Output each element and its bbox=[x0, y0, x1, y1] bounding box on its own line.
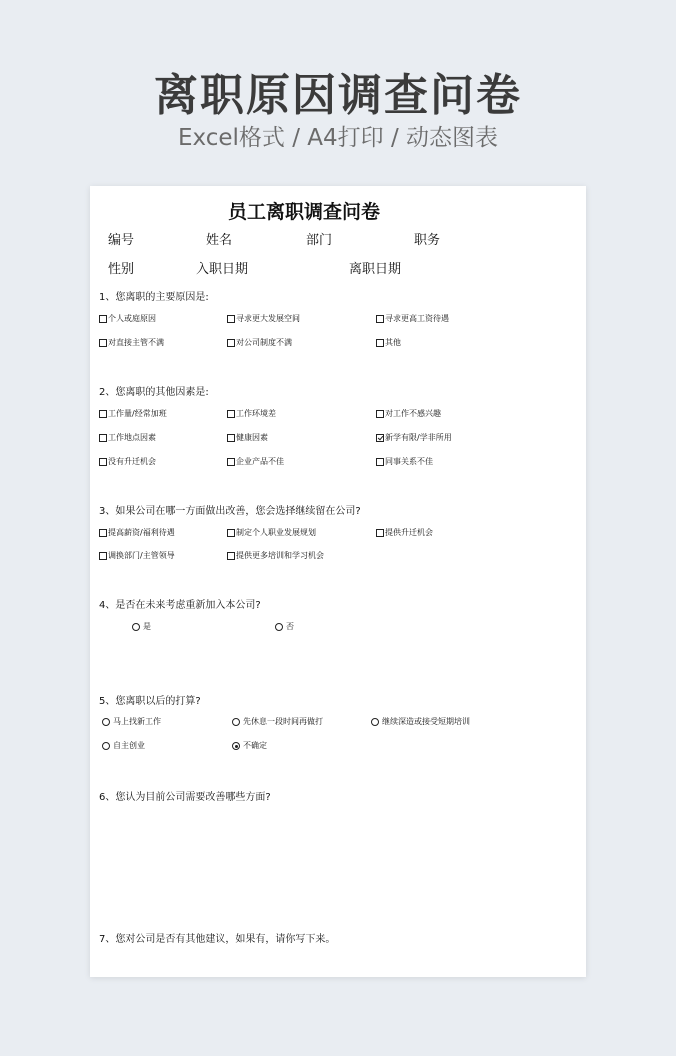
q5-option-3[interactable]: 继续深造或接受短期培训 bbox=[371, 716, 470, 728]
question-7: 7、您对公司是否有其他建议，如果有，请你写下来。 bbox=[99, 934, 336, 945]
q2-option-5[interactable]: 健康因素 bbox=[227, 432, 268, 444]
checkbox-icon[interactable] bbox=[99, 315, 107, 323]
q1-option-6[interactable]: 其他 bbox=[376, 337, 401, 349]
q1-option-1[interactable]: 个人或庭原因 bbox=[99, 313, 156, 325]
field-hire-date-label: 入职日期 bbox=[196, 262, 249, 277]
radio-icon[interactable] bbox=[232, 718, 240, 726]
checkbox-icon[interactable] bbox=[99, 458, 107, 466]
question-1: 1、您离职的主要原因是: bbox=[99, 292, 209, 303]
field-name-label: 姓名 bbox=[206, 233, 233, 248]
radio-icon[interactable] bbox=[102, 742, 110, 750]
q2-option-1[interactable]: 工作量/经常加班 bbox=[99, 408, 167, 420]
q2-option-9[interactable]: 同事关系不佳 bbox=[376, 456, 433, 468]
checkbox-icon[interactable] bbox=[376, 529, 384, 537]
radio-icon[interactable] bbox=[102, 718, 110, 726]
field-leave-date-label: 离职日期 bbox=[349, 262, 402, 277]
checkbox-icon[interactable] bbox=[99, 434, 107, 442]
field-position-label: 职务 bbox=[414, 233, 441, 248]
q2-option-6[interactable]: 新学有限/学非所用 bbox=[376, 432, 452, 444]
q5-option-1[interactable]: 马上找新工作 bbox=[102, 716, 161, 728]
radio-icon[interactable] bbox=[132, 623, 140, 631]
q5-option-2[interactable]: 先休息一段时间再做打 bbox=[232, 716, 323, 728]
question-4: 4、是否在未来考虑重新加入本公司? bbox=[99, 600, 261, 611]
radio-icon[interactable] bbox=[275, 623, 283, 631]
q1-option-4[interactable]: 对直接主管不满 bbox=[99, 337, 164, 349]
q3-option-4[interactable]: 调换部门/主管领导 bbox=[99, 550, 175, 562]
q3-option-2[interactable]: 制定个人职业发展规划 bbox=[227, 527, 316, 539]
checkbox-icon[interactable] bbox=[227, 315, 235, 323]
checkbox-icon[interactable] bbox=[99, 410, 107, 418]
form-title: 员工离职调查问卷 bbox=[228, 201, 381, 223]
q2-option-3[interactable]: 对工作不感兴趣 bbox=[376, 408, 441, 420]
checkbox-icon[interactable] bbox=[227, 458, 235, 466]
q5-option-5[interactable]: 不确定 bbox=[232, 740, 267, 752]
q3-option-3[interactable]: 提供升迁机会 bbox=[376, 527, 433, 539]
q1-option-3[interactable]: 寻求更高工资待遇 bbox=[376, 313, 449, 325]
q3-option-5[interactable]: 提供更多培训和学习机会 bbox=[227, 550, 324, 562]
q2-option-2[interactable]: 工作环境差 bbox=[227, 408, 276, 420]
checkbox-icon[interactable] bbox=[376, 458, 384, 466]
question-3: 3、如果公司在哪一方面做出改善，您会选择继续留在公司? bbox=[99, 506, 361, 517]
checkbox-icon[interactable] bbox=[376, 339, 384, 347]
q4-option-yes[interactable]: 是 bbox=[132, 621, 151, 633]
page-title: 离职原因调查问卷 bbox=[154, 70, 522, 121]
question-5: 5、您离职以后的打算? bbox=[99, 696, 201, 707]
page-subtitle: Excel格式 / A4打印 / 动态图表 bbox=[177, 125, 499, 151]
checkbox-icon[interactable] bbox=[227, 529, 235, 537]
q1-option-5[interactable]: 对公司制度不满 bbox=[227, 337, 292, 349]
radio-selected-icon[interactable] bbox=[232, 742, 240, 750]
checkbox-icon[interactable] bbox=[99, 339, 107, 347]
checkbox-icon[interactable] bbox=[227, 552, 235, 560]
field-dept-label: 部门 bbox=[306, 233, 333, 248]
checkbox-icon[interactable] bbox=[376, 410, 384, 418]
field-gender-label: 性别 bbox=[108, 262, 135, 277]
q2-option-7[interactable]: 没有升迁机会 bbox=[99, 456, 156, 468]
checkbox-checked-icon[interactable] bbox=[376, 434, 384, 442]
q2-option-8[interactable]: 企业产品不佳 bbox=[227, 456, 284, 468]
q1-option-2[interactable]: 寻求更大发展空间 bbox=[227, 313, 300, 325]
q2-option-4[interactable]: 工作地点因素 bbox=[99, 432, 156, 444]
q4-option-no[interactable]: 否 bbox=[275, 621, 294, 633]
question-2: 2、您离职的其他因素是: bbox=[99, 387, 209, 398]
questionnaire-sheet bbox=[90, 186, 586, 977]
checkbox-icon[interactable] bbox=[227, 339, 235, 347]
radio-icon[interactable] bbox=[371, 718, 379, 726]
checkbox-icon[interactable] bbox=[99, 552, 107, 560]
checkbox-icon[interactable] bbox=[376, 315, 384, 323]
checkbox-icon[interactable] bbox=[227, 410, 235, 418]
q5-option-4[interactable]: 自主创业 bbox=[102, 740, 145, 752]
checkbox-icon[interactable] bbox=[227, 434, 235, 442]
question-6: 6、您认为目前公司需要改善哪些方面? bbox=[99, 792, 271, 803]
field-id-label: 编号 bbox=[108, 233, 135, 248]
q3-option-1[interactable]: 提高薪资/福利待遇 bbox=[99, 527, 175, 539]
checkbox-icon[interactable] bbox=[99, 529, 107, 537]
